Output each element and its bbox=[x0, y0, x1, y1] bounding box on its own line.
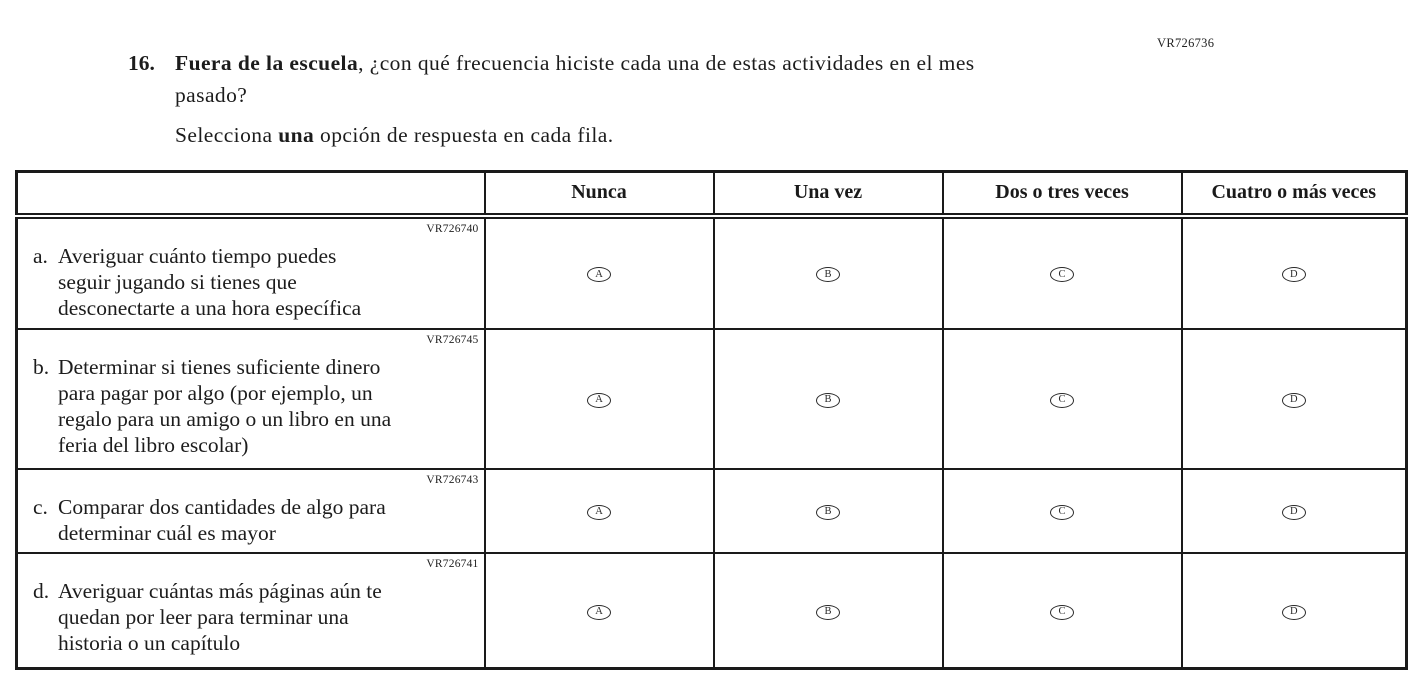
row-letter: b. bbox=[33, 354, 50, 379]
question-number: 16. bbox=[128, 51, 155, 75]
vr-code: VR726745 bbox=[426, 333, 479, 346]
option-cell bbox=[943, 469, 1182, 553]
option-cell bbox=[1182, 216, 1407, 329]
answer-bubble-b[interactable]: B bbox=[816, 393, 840, 408]
corner-cell bbox=[17, 172, 485, 216]
option-cell bbox=[714, 469, 943, 553]
item-cell-b bbox=[17, 329, 485, 469]
question-instruction bbox=[175, 119, 995, 151]
answer-bubble-c[interactable]: C bbox=[1050, 267, 1074, 282]
row-text: Comparar dos cantidades de algo para determinar cuál es mayor bbox=[58, 494, 386, 545]
option-cell bbox=[1182, 553, 1407, 669]
row-text: Averiguar cuántas más páginas aún te quedan por leer para terminar una historia o un capítulo bbox=[58, 578, 382, 655]
question-text bbox=[175, 47, 995, 151]
vr-code: VR726741 bbox=[426, 557, 479, 570]
answer-bubble-c[interactable]: C bbox=[1050, 393, 1074, 408]
answer-bubble-d[interactable]: D bbox=[1282, 605, 1306, 620]
option-cell bbox=[1182, 469, 1407, 553]
response-matrix bbox=[15, 170, 1408, 670]
item-cell-a bbox=[17, 216, 485, 329]
question-stem-bold: Fuera de la escuela bbox=[175, 51, 359, 75]
column-header-dos-o-tres-veces: Dos o tres veces bbox=[943, 172, 1182, 216]
option-cell bbox=[943, 329, 1182, 469]
option-cell bbox=[714, 553, 943, 669]
answer-bubble-b[interactable]: B bbox=[816, 505, 840, 520]
instruction-pre: Selecciona bbox=[175, 123, 279, 147]
column-header-nunca: Nunca bbox=[485, 172, 714, 216]
instruction-bold: una bbox=[278, 123, 315, 147]
answer-bubble-a[interactable]: A bbox=[587, 393, 611, 408]
header-row bbox=[17, 172, 1407, 216]
instruction-post: opción de respuesta en cada fila. bbox=[314, 123, 614, 147]
row-text: Determinar si tienes suficiente dinero para pagar por algo (por ejemplo, un regalo para un amigo o un libro en una feria del libro escolar) bbox=[58, 354, 392, 457]
question-stem bbox=[175, 47, 995, 111]
row-text: Averiguar cuánto tiempo puedes seguir jugando si tienes que desconectarte a una hora específica bbox=[58, 243, 362, 320]
table-row-c bbox=[17, 469, 1407, 553]
row-letter: d. bbox=[33, 578, 50, 603]
question-stem-rest: , ¿con qué frecuencia hiciste cada una de estas actividades en el mes pasado? bbox=[175, 51, 975, 107]
item-cell-d bbox=[17, 553, 485, 669]
answer-bubble-c[interactable]: C bbox=[1050, 605, 1074, 620]
item-cell-c bbox=[17, 469, 485, 553]
option-cell bbox=[485, 553, 714, 669]
table-row-b bbox=[17, 329, 1407, 469]
option-cell bbox=[1182, 329, 1407, 469]
question-accession-code: VR726736 bbox=[1157, 36, 1215, 50]
option-cell bbox=[714, 329, 943, 469]
option-cell bbox=[943, 553, 1182, 669]
answer-bubble-a[interactable]: A bbox=[587, 605, 611, 620]
option-cell bbox=[943, 216, 1182, 329]
column-header-cuatro-o-mas-veces: Cuatro o más veces bbox=[1182, 172, 1407, 216]
answer-bubble-b[interactable]: B bbox=[816, 605, 840, 620]
answer-bubble-d[interactable]: D bbox=[1282, 505, 1306, 520]
table-row-d bbox=[17, 553, 1407, 669]
vr-code: VR726743 bbox=[426, 473, 479, 486]
answer-bubble-b[interactable]: B bbox=[816, 267, 840, 282]
table-row-a bbox=[17, 216, 1407, 329]
row-letter: c. bbox=[33, 494, 48, 519]
option-cell bbox=[485, 329, 714, 469]
answer-bubble-a[interactable]: A bbox=[587, 267, 611, 282]
option-cell bbox=[714, 216, 943, 329]
option-cell bbox=[485, 216, 714, 329]
question-block bbox=[128, 47, 995, 151]
option-cell bbox=[485, 469, 714, 553]
column-header-una-vez: Una vez bbox=[714, 172, 943, 216]
vr-code: VR726740 bbox=[426, 222, 479, 235]
answer-bubble-d[interactable]: D bbox=[1282, 393, 1306, 408]
row-letter: a. bbox=[33, 243, 48, 268]
answer-bubble-a[interactable]: A bbox=[587, 505, 611, 520]
answer-bubble-c[interactable]: C bbox=[1050, 505, 1074, 520]
answer-bubble-d[interactable]: D bbox=[1282, 267, 1306, 282]
